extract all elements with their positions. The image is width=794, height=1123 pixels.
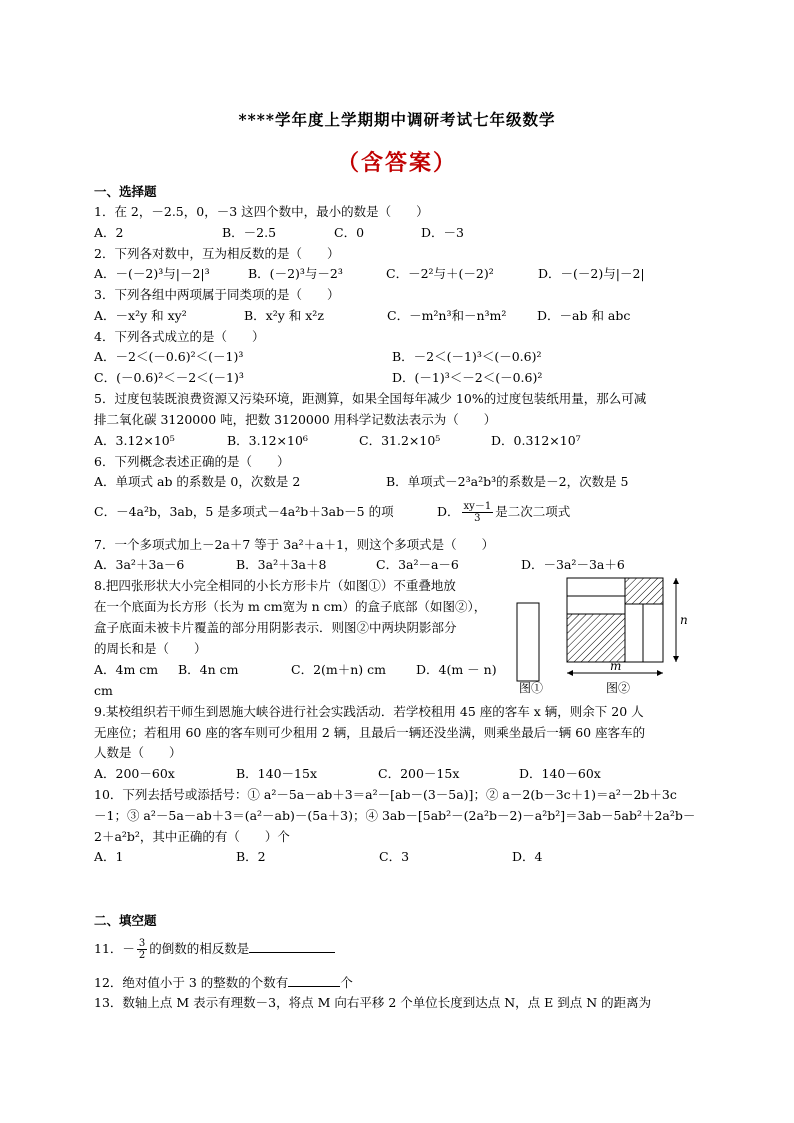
fig2-card-middle bbox=[567, 596, 625, 614]
q6-option-c: C．－4a²b，3ab，5 是多项式－4a²b＋3ab－5 的项 bbox=[94, 504, 394, 519]
q4-option-a: A．－2＜(－0.6)²＜(－1)³ bbox=[94, 349, 244, 364]
q6-stem: 6．下列概念表述正确的是（ ） bbox=[94, 454, 290, 469]
q11-suffix: 的倒数的相反数是 bbox=[149, 941, 250, 956]
q9-option-b: B．140－15x bbox=[236, 766, 317, 781]
q9-option-d: D．140－60x bbox=[519, 766, 601, 781]
fig1-caption: 图① bbox=[519, 681, 544, 695]
q9-stem-line3: 人数是（ ） bbox=[94, 745, 182, 760]
q8-stem-line3: 盒子底面未被卡片覆盖的部分用阴影表示．则图②中两块阴影部分 bbox=[94, 620, 457, 635]
q5-option-c: C．31.2×10⁵ bbox=[359, 433, 441, 448]
q3-option-a: A．－x²y 和 xy² bbox=[94, 308, 187, 323]
q8-figure bbox=[510, 570, 700, 700]
q6-fraction-numerator: xy－1 bbox=[463, 501, 492, 512]
q8-option-d: D．4(m － n) bbox=[416, 662, 497, 677]
q4-option-d: D．(－1)³＜－2＜(－0.6)² bbox=[392, 370, 543, 385]
q6-option-b: B．单项式－2³a²b³的系数是－2，次数是 5 bbox=[386, 474, 629, 489]
section-fill-heading: 二、填空题 bbox=[94, 913, 157, 928]
q4-option-b: B．－2＜(－1)³＜(－0.6)² bbox=[392, 349, 542, 364]
q6-fraction-denominator: 3 bbox=[474, 513, 481, 524]
q7-stem: 7．一个多项式加上－2a＋7 等于 3a²＋a＋1，则这个多项式是（ ） bbox=[94, 537, 495, 552]
q3-option-d: D．－ab 和 abc bbox=[537, 308, 631, 323]
fig2-label-n: n bbox=[680, 613, 688, 627]
page-title: ****学年度上学期期中调研考试七年级数学 bbox=[238, 110, 556, 129]
q11-fraction bbox=[137, 938, 147, 961]
q5-stem-line2: 排二氧化碳 3120000 吨，把数 3120000 用科学记数法表示为（ ） bbox=[94, 412, 497, 427]
q11-fraction-denominator: 2 bbox=[138, 950, 146, 961]
q12-text: 12．绝对值小于 3 的整数的个数有 bbox=[94, 975, 289, 990]
q10-option-d: D．4 bbox=[512, 849, 543, 864]
q10-option-a: A．1 bbox=[94, 849, 124, 864]
q8-stem-line1: 8.把四张形状大小完全相同的小长方形卡片（如图①）不重叠地放 bbox=[94, 578, 456, 593]
fig2-label-m: m bbox=[610, 659, 622, 673]
q10-option-c: C．3 bbox=[379, 849, 410, 864]
q2-option-b: B．(－2)³与－2³ bbox=[248, 266, 343, 281]
q6-option-d-prefix: D． bbox=[437, 504, 460, 519]
q5-option-a: A．3.12×10⁵ bbox=[94, 433, 175, 448]
q10-option-b: B．2 bbox=[236, 849, 266, 864]
q2-option-a: A．－(－2)³与|－2|³ bbox=[94, 266, 210, 281]
fig2-shaded-bottom-left bbox=[567, 614, 625, 662]
q4-stem: 4．下列各式成立的是（ ） bbox=[94, 329, 265, 344]
fig2-card-right-a bbox=[625, 604, 643, 662]
q8-stem-line4: 的周长和是（ ） bbox=[94, 641, 207, 656]
q8-option-c: C．2(m＋n) cm bbox=[291, 662, 387, 677]
q3-stem: 3．下列各组中两项属于同类项的是（ ） bbox=[94, 287, 340, 302]
q8-option-a: A．4m cm bbox=[94, 662, 159, 677]
fig1-card bbox=[517, 603, 539, 681]
page-subtitle: （含答案） bbox=[336, 150, 457, 176]
q12-stem bbox=[94, 974, 353, 991]
q11-stem bbox=[94, 935, 335, 963]
q5-option-b: B．3.12×10⁶ bbox=[227, 433, 308, 448]
q6-option-d bbox=[437, 498, 570, 526]
q7-option-a: A．3a²＋3a－6 bbox=[94, 557, 185, 572]
q11-fraction-numerator: 3 bbox=[138, 938, 146, 949]
q2-option-c: C．－2²与＋(－2)² bbox=[386, 266, 494, 281]
q4-option-c: C．(－0.6)²＜－2＜(－1)³ bbox=[94, 370, 244, 385]
q6-option-a: A．单项式 ab 的系数是 0，次数是 2 bbox=[94, 474, 301, 489]
q7-option-b: B．3a²＋3a＋8 bbox=[236, 557, 327, 572]
q10-stem-line3: 2＋a²b²，其中正确的有（ ）个 bbox=[94, 829, 290, 844]
q9-option-c: C．200－15x bbox=[378, 766, 460, 781]
q5-stem-line1: 5．过度包装既浪费资源又污染环境，距测算，如果全国每年减少 10%的过度包装纸用量，那么可减 bbox=[94, 391, 647, 406]
q3-option-b: B．x²y 和 x²z bbox=[244, 308, 324, 323]
q10-stem-line2: －1；③ a²－5a－ab＋3＝(a²－ab)－(5a＋3)；④ 3ab－[5ab²－(2a²b－2)－a²b²]＝3ab－5ab²＋2a²b－ bbox=[94, 808, 696, 823]
q3-option-c: C．－m²n³和－n³m² bbox=[387, 308, 507, 323]
q7-option-c: C．3a²－a－6 bbox=[376, 557, 459, 572]
q7-option-d: D．－3a²－3a＋6 bbox=[521, 557, 625, 572]
q2-option-d: D．－(－2)与|－2| bbox=[538, 266, 645, 281]
fig2-caption: 图② bbox=[606, 681, 631, 695]
q6-option-d-suffix: 是二次二项式 bbox=[495, 504, 571, 519]
q10-stem-line1: 10．下列去括号或添括号：① a²－5a－ab＋3＝a²－[ab－(3－5a)]；② a－2(b－3c＋1)＝a²－2b＋3c bbox=[94, 787, 677, 802]
q1-stem: 1．在 2，－2.5，0，－3 这四个数中，最小的数是（ ） bbox=[94, 204, 429, 219]
fig2-card-right-b bbox=[643, 604, 663, 662]
q2-stem: 2．下列各对数中，互为相反数的是（ ） bbox=[94, 246, 340, 261]
q11-answer-blank[interactable] bbox=[249, 940, 335, 953]
q12-answer-blank[interactable] bbox=[288, 974, 340, 987]
q13-stem: 13．数轴上点 M 表示有理数－3，将点 M 向右平移 2 个单位长度到达点 N，点 E 到点 N 的距离为 bbox=[94, 995, 652, 1010]
q6-fraction bbox=[462, 501, 494, 524]
q1-option-b: B．－2.5 bbox=[222, 225, 277, 240]
q1-option-c: C．0 bbox=[334, 225, 365, 240]
q1-option-d: D．－3 bbox=[421, 225, 464, 240]
q9-option-a: A．200－60x bbox=[94, 766, 175, 781]
q8-option-b: B．4n cm bbox=[178, 662, 239, 677]
q8-stem-line2: 在一个底面为长方形（长为 m cm宽为 n cm）的盒子底部（如图②）， bbox=[94, 599, 487, 614]
q8-option-d-unit: cm bbox=[94, 683, 113, 698]
section-choice-heading: 一、选择题 bbox=[94, 184, 157, 199]
q12-suffix: 个 bbox=[340, 975, 353, 990]
q1-option-a: A．2 bbox=[94, 225, 124, 240]
fig2-card-top bbox=[567, 578, 625, 596]
fig2-shaded-top-right bbox=[625, 578, 663, 604]
q11-prefix: 11．－ bbox=[94, 941, 135, 956]
q9-stem-line1: 9.某校组织若干师生到恩施大峡谷进行社会实践活动．若学校租用 45 座的客车 x 辆，则余下 20 人 bbox=[94, 704, 644, 719]
q5-option-d: D．0.312×10⁷ bbox=[491, 433, 581, 448]
q9-stem-line2: 无座位；若租用 60 座的客车则可少租用 2 辆，且最后一辆还没坐满，则乘坐最后一辆 60 座客车的 bbox=[94, 725, 646, 740]
